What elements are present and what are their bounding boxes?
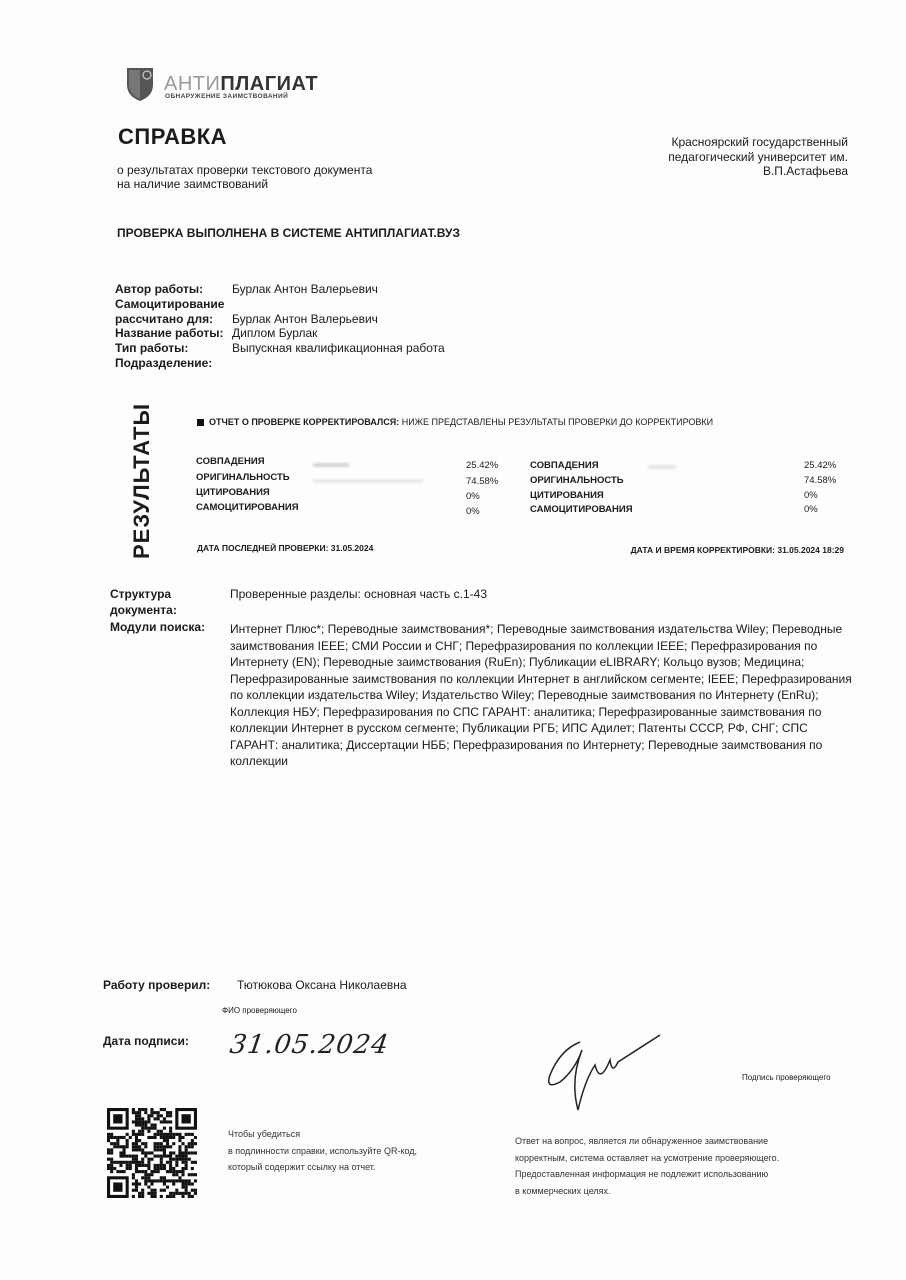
- originality-bar: [313, 479, 423, 483]
- logo-bold: ПЛАГИАТ: [220, 73, 319, 95]
- stat-label: ОРИГИНАЛЬНОСТЬ: [196, 472, 290, 483]
- qr-line: который содержит ссылку на отчет.: [228, 1162, 376, 1172]
- system-heading: ПРОВЕРКА ВЫПОЛНЕНА В СИСТЕМЕ АНТИПЛАГИАТ.ВУЗ: [117, 226, 460, 240]
- stat-label: СОВПАДЕНИЯ: [196, 456, 265, 467]
- stat-label: СОВПАДЕНИЯ: [530, 460, 599, 471]
- stat-label: САМОЦИТИРОВАНИЯ: [196, 502, 299, 513]
- stat-label: ЦИТИРОВАНИЯ: [530, 490, 604, 501]
- stat-value: 0%: [804, 490, 818, 501]
- structure-value: Проверенные разделы: основная часть с.1-43: [230, 587, 487, 601]
- document-title: СПРАВКА: [118, 124, 228, 149]
- qr-code[interactable]: [107, 1108, 197, 1198]
- stat-value: 25.42%: [466, 460, 499, 471]
- structure-label: Структура: [110, 587, 172, 601]
- disclaimer-line: в коммерческих целях.: [515, 1185, 611, 1196]
- checker-name: Тютюкова Оксана Николаевна: [237, 978, 407, 992]
- qr-instructions: [228, 1126, 417, 1176]
- stat-label: ЦИТИРОВАНИЯ: [196, 487, 270, 498]
- signature-date-label: Дата подписи:: [103, 1034, 189, 1048]
- square-bullet-icon: [197, 419, 204, 426]
- disclaimer-line: корректным, система оставляет на усмотрение проверяющего.: [515, 1152, 780, 1163]
- stat-label: ОРИГИНАЛЬНОСТЬ: [530, 475, 624, 486]
- stat-label: САМОЦИТИРОВАНИЯ: [530, 504, 633, 515]
- stat-value: 0%: [466, 491, 480, 502]
- work-type-value: Выпускная квалификационная работа: [232, 341, 445, 356]
- correction-notice: [197, 417, 713, 427]
- logo-tagline: ОБНАРУЖЕНИЕ ЗАИМСТВОВАНИЙ: [165, 93, 289, 100]
- selfcite-value: Бурлак Антон Валерьевич: [232, 311, 378, 326]
- similarity-bar: [313, 463, 349, 467]
- document-subtitle: [117, 163, 372, 191]
- similarity-bar: [648, 465, 676, 469]
- stat-value: 0%: [804, 504, 818, 515]
- stat-value: 25.42%: [804, 460, 837, 471]
- work-type-label: Тип работы:: [115, 341, 189, 356]
- logo-light: АНТИ: [164, 73, 221, 95]
- qr-line: в подлинности справки, используйте QR-код,: [228, 1145, 418, 1156]
- work-title-label: Название работы:: [115, 326, 224, 341]
- organization: [668, 135, 848, 179]
- selfcite-label-2: рассчитано для:: [115, 311, 214, 326]
- subtitle-line: о результатах проверки текстового документа: [117, 163, 373, 177]
- author-label: Автор работы:: [115, 282, 204, 296]
- disclaimer-line: Предоставленная информация не подлежит использованию: [515, 1169, 769, 1179]
- department-label: Подразделение:: [115, 355, 213, 370]
- subtitle-line: на наличие заимствований: [117, 177, 269, 191]
- org-line: педагогический университет им.: [668, 149, 848, 164]
- antiplagiat-logo-shield-icon: [125, 65, 155, 102]
- notice-text: НИЖЕ ПРЕДСТАВЛЕНЫ РЕЗУЛЬТАТЫ ПРОВЕРКИ ДО КОРРЕКТИРОВКИ: [399, 417, 714, 427]
- stat-value: 0%: [466, 506, 480, 517]
- disclaimer-line: Ответ на вопрос, является ли обнаруженное заимствование: [515, 1136, 769, 1146]
- structure-label-2: документа:: [110, 603, 177, 617]
- org-line: Красноярский государственный: [671, 135, 848, 149]
- checker-row: [103, 978, 407, 992]
- results-heading-text: РЕЗУЛЬТАТЫ: [129, 402, 154, 559]
- checker-label: Работу проверил:: [103, 978, 211, 992]
- selfcite-label: Самоцитирование: [115, 296, 225, 311]
- signature-icon: [540, 1030, 670, 1115]
- correction-datetime: ДАТА И ВРЕМЯ КОРРЕКТИРОВКИ: 31.05.2024 18:29: [630, 545, 844, 555]
- stat-value: 74.58%: [804, 475, 837, 486]
- org-line: В.П.Астафьева: [762, 164, 848, 178]
- search-modules: Интернет Плюс*; Переводные заимствования*; Переводные заимствования издательства Wiley; Переводные заимствования IEEE; СМИ России и СНГ; Перефразирования по коллекции IEEE; Перефразирования по Интернету (EN); Переводные заимствования (RuEn); Публикации eLIBRARY; Кольцо вузов; Медицина; Перефразированные заимствования по коллекции Интернет в английском сегменте; IEEE; Перефразирования по коллекции издательства Wiley; Издательство Wiley; Переводные заимствования по Интернету (EnRu); Коллекция НБУ; Перефразирования по СПС ГАРАНТ: аналитика; Перефразированные заимствования по коллекции Интернет в русском сегменте; Публикации РГБ; ИПС Адилет; Патенты СССР, РФ, СНГ; СПС ГАРАНТ: аналитика; Диссертации НББ; Перефразирования по Интернету; Переводные заимствования по коллекции: [230, 622, 852, 768]
- handwritten-date: 31.05.2024: [227, 1030, 391, 1060]
- signature-caption: Подпись проверяющего: [742, 1073, 831, 1082]
- work-details: [115, 282, 445, 371]
- work-title-value: Диплом Бурлак: [232, 326, 318, 341]
- author-value: Бурлак Антон Валерьевич: [232, 282, 378, 296]
- qr-line: Чтобы убедиться: [228, 1129, 301, 1139]
- results-heading: [118, 402, 166, 559]
- notice-bold: ОТЧЕТ О ПРОВЕРКЕ КОРРЕКТИРОВАЛСЯ:: [209, 417, 400, 427]
- stat-value: 74.58%: [466, 476, 499, 487]
- last-check-date: ДАТА ПОСЛЕДНЕЙ ПРОВЕРКИ: 31.05.2024: [197, 543, 374, 553]
- disclaimer: [515, 1133, 779, 1199]
- fio-caption: ФИО проверяющего: [222, 1006, 297, 1015]
- modules-label: Модули поиска:: [110, 620, 206, 634]
